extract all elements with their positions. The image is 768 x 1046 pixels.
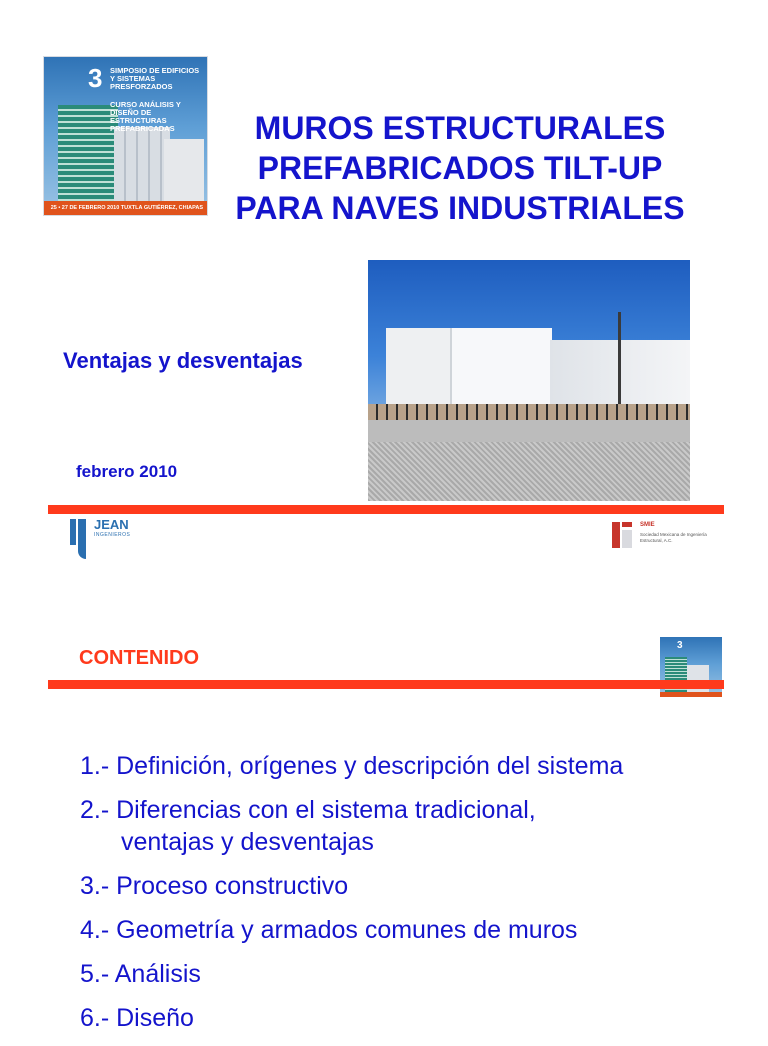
- poster-building-graphic: [58, 105, 118, 205]
- symposium-poster-image: [43, 56, 208, 216]
- list-item-text: 3.- Proceso constructivo: [80, 872, 349, 900]
- title-line: PREFABRICADOS TILT-UP: [257, 150, 663, 186]
- list-item-text: 4.- Geometría y armados comunes de muros: [80, 916, 578, 944]
- poster-date: 25 • 27 DE FEBRERO 2010 TUXTLA GUTIÉRREZ, CHIAPAS: [44, 201, 207, 215]
- slide-date: febrero 2010: [76, 462, 178, 481]
- list-item: [80, 1002, 740, 1034]
- list-item: [80, 750, 740, 782]
- slide-title: [205, 108, 715, 228]
- poster-number: 3: [88, 63, 103, 93]
- photo-road: [368, 420, 690, 442]
- poster-building-graphic-3: [164, 139, 204, 209]
- poster-title: SIMPOSIO DE EDIFICIOS Y SISTEMAS PRESFORZADOS: [110, 66, 200, 91]
- smie-logo-icon: [612, 522, 634, 548]
- photo-light-pole: [618, 312, 621, 408]
- divider-bar: [48, 505, 724, 514]
- list-item-continuation: ventajas y desventajas: [121, 828, 374, 856]
- title-line: MUROS ESTRUCTURALES: [254, 110, 666, 146]
- photo-fence: [368, 404, 690, 420]
- list-item-text: 1.- Definición, orígenes y descripción del sistema: [80, 752, 624, 780]
- photo-wall-panel: [386, 328, 454, 408]
- list-item: [80, 914, 740, 946]
- poster-building-graphic-2: [114, 127, 170, 209]
- jean-logo: [68, 517, 188, 561]
- jean-logo-name: JEAN: [94, 517, 129, 532]
- slide-subtitle: Ventajas y desventajas: [63, 348, 303, 373]
- contents-slide: [0, 590, 768, 1032]
- poster-date-bar: [660, 692, 722, 697]
- divider-bar: [48, 680, 724, 689]
- contents-heading: CONTENIDO: [79, 647, 199, 669]
- poster-number: 3: [677, 640, 683, 651]
- smie-logo-sub: Sociedad Mexicana de Ingeniería Estructural, A.C.: [640, 532, 707, 543]
- warehouse-photo: [368, 260, 690, 501]
- poster-subtitle: CURSO ANÁLISIS Y DISEÑO DE ESTRUCTURAS PREFABRICADAS: [110, 100, 181, 133]
- list-item-text: 5.- Análisis: [80, 960, 201, 988]
- photo-wall-panel: [450, 328, 552, 410]
- jean-logo-sub: INGENIEROS: [94, 532, 131, 538]
- contents-list: [80, 750, 740, 1046]
- list-item-text: 2.- Diferencias con el sistema tradicional,: [80, 796, 536, 824]
- list-item-text: 6.- Diseño: [80, 1004, 194, 1032]
- list-item: [80, 794, 740, 858]
- poster-building-graphic: [665, 657, 687, 697]
- smie-logo-name: SMIE: [640, 522, 655, 528]
- jean-logo-icon: [68, 519, 92, 559]
- smie-logo: [612, 522, 722, 550]
- list-item: [80, 870, 740, 902]
- list-item: [80, 958, 740, 990]
- title-line: PARA NAVES INDUSTRIALES: [235, 190, 685, 226]
- photo-gravel: [368, 442, 690, 501]
